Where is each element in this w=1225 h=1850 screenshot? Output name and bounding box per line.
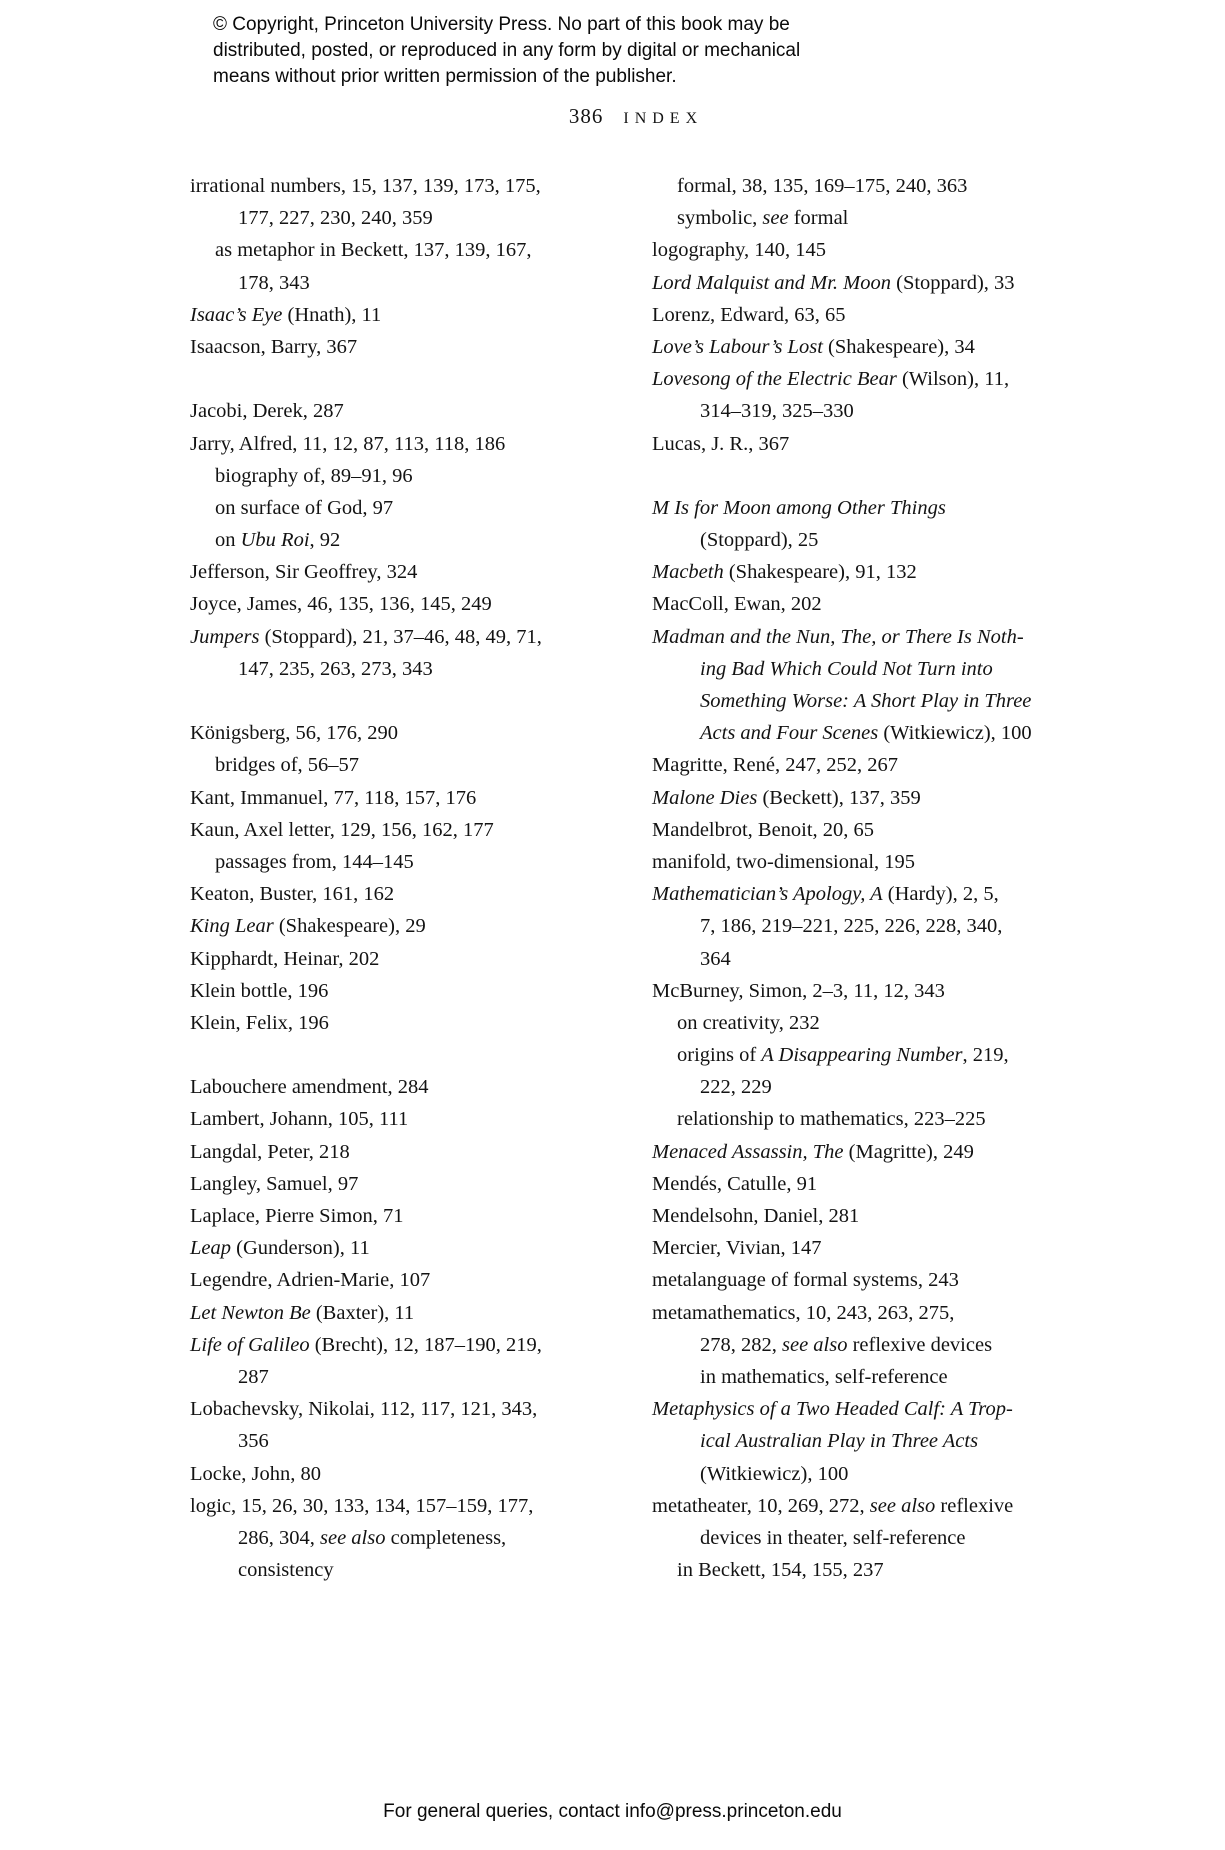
index-line: 364 (700, 947, 731, 970)
index-line: origins of A Disappearing Number, 219, (677, 1044, 1009, 1067)
index-line: Lord Malquist and Mr. Moon (Stoppard), 33 (652, 271, 1015, 294)
copyright-notice (213, 12, 800, 90)
index-columns (190, 170, 1092, 1586)
index-line: Königsberg, 56, 176, 290 (190, 722, 399, 745)
index-line: 286, 304, see also completeness, (238, 1526, 507, 1549)
index-line: irrational numbers, 15, 137, 139, 173, 175, (190, 175, 541, 197)
index-line: (Stoppard), 25 (700, 529, 819, 552)
index-line: logography, 140, 145 (652, 239, 827, 262)
index-line: 177, 227, 230, 240, 359 (238, 207, 433, 230)
index-line: consistency (238, 1559, 334, 1582)
index-line: Lovesong of the Electric Bear (Wilson), 11, (652, 368, 1010, 391)
index-line: Mendelsohn, Daniel, 281 (652, 1205, 860, 1227)
index-line: Love’s Labour’s Lost (Shakespeare), 34 (652, 335, 975, 358)
index-line: on surface of God, 97 (215, 496, 394, 519)
index-line: 178, 343 (238, 271, 310, 294)
index-line: Mendés, Catulle, 91 (652, 1172, 818, 1195)
index-line: ing Bad Which Could Not Turn into (700, 657, 993, 680)
index-line: Keaton, Buster, 161, 162 (190, 883, 395, 906)
index-line: Leap (Gunderson), 11 (190, 1237, 370, 1260)
index-line: Mercier, Vivian, 147 (652, 1237, 822, 1260)
index-line: Locke, John, 80 (190, 1462, 321, 1485)
index-line: devices in theater, self-reference (700, 1526, 966, 1549)
index-line: relationship to mathematics, 223–225 (677, 1108, 986, 1131)
copyright-line: means without prior written permission of the publisher. (213, 66, 677, 87)
index-line: passages from, 144–145 (215, 850, 414, 873)
index-line: in Beckett, 154, 155, 237 (677, 1559, 884, 1582)
index-line: (Witkiewicz), 100 (700, 1462, 849, 1485)
index-blank-line (190, 685, 612, 717)
index-column-right (652, 170, 1092, 1586)
index-line: Madman and the Nun, The, or There Is Noth- (652, 625, 1024, 648)
copyright-line: distributed, posted, or reproduced in any form by digital or mechanical (213, 40, 801, 61)
index-line: Lobachevsky, Nikolai, 112, 117, 121, 343, (190, 1398, 538, 1421)
index-line: Macbeth (Shakespeare), 91, 132 (652, 561, 917, 584)
index-line: Life of Galileo (Brecht), 12, 187–190, 219, (190, 1333, 542, 1356)
footer-contact: For general queries, contact info@press.princeton.edu (383, 1801, 842, 1822)
index-line: Magritte, René, 247, 252, 267 (652, 754, 898, 777)
index-line: on Ubu Roi, 92 (215, 529, 341, 552)
index-line: Langley, Samuel, 97 (190, 1172, 359, 1195)
index-line: biography of, 89–91, 96 (215, 464, 413, 487)
index-line: symbolic, see formal (677, 207, 849, 230)
index-line: formal, 38, 135, 169–175, 240, 363 (677, 175, 968, 197)
index-line: Jumpers (Stoppard), 21, 37–46, 48, 49, 71, (190, 625, 542, 648)
copyright-line: © Copyright, Princeton University Press. No part of this book may be (213, 14, 790, 35)
index-line: Mathematician’s Apology, A (Hardy), 2, 5, (652, 883, 999, 906)
index-line: 222, 229 (700, 1076, 772, 1099)
index-line: McBurney, Simon, 2–3, 11, 12, 343 (652, 979, 945, 1002)
running-head (190, 104, 1082, 129)
index-line: Jacobi, Derek, 287 (190, 400, 344, 423)
index-line: Jarry, Alfred, 11, 12, 87, 113, 118, 186 (190, 432, 506, 455)
index-line: Laplace, Pierre Simon, 71 (190, 1205, 404, 1227)
index-line: metalanguage of formal systems, 243 (652, 1269, 959, 1292)
index-line: Acts and Four Scenes (Witkiewicz), 100 (700, 722, 1032, 745)
index-line: Lucas, J. R., 367 (652, 432, 790, 455)
index-blank-line (190, 1039, 612, 1071)
section-title: INDEX (623, 110, 704, 127)
index-blank-line (190, 363, 612, 395)
index-line: Jefferson, Sir Geoffrey, 324 (190, 561, 418, 584)
index-line: Labouchere amendment, 284 (190, 1076, 429, 1099)
index-line: Kipphardt, Heinar, 202 (190, 947, 380, 970)
index-line: Metaphysics of a Two Headed Calf: A Trop- (652, 1398, 1013, 1421)
index-line: Isaac’s Eye (Hnath), 11 (190, 303, 382, 326)
index-line: as metaphor in Beckett, 137, 139, 167, (215, 239, 532, 262)
index-line: 356 (238, 1430, 269, 1453)
index-line: Klein, Felix, 196 (190, 1011, 329, 1034)
index-column-left (190, 170, 612, 1586)
index-line: 7, 186, 219–221, 225, 226, 228, 340, (700, 915, 1003, 938)
index-line: Kant, Immanuel, 77, 118, 157, 176 (190, 786, 477, 809)
index-line: 147, 235, 263, 273, 343 (238, 657, 433, 680)
page-number: 386 (568, 104, 604, 128)
index-line: Mandelbrot, Benoit, 20, 65 (652, 818, 875, 841)
index-line: Let Newton Be (Baxter), 11 (190, 1301, 415, 1324)
index-line: Lambert, Johann, 105, 111 (190, 1108, 409, 1131)
index-line: Malone Dies (Beckett), 137, 359 (652, 786, 921, 809)
index-line: 314–319, 325–330 (700, 400, 854, 423)
index-line: Menaced Assassin, The (Magritte), 249 (652, 1140, 974, 1163)
index-line: Langdal, Peter, 218 (190, 1140, 350, 1163)
index-line: in mathematics, self-reference (700, 1365, 948, 1388)
index-blank-line (652, 460, 1092, 492)
index-line: manifold, two-dimensional, 195 (652, 850, 916, 873)
index-line: Kaun, Axel letter, 129, 156, 162, 177 (190, 818, 494, 841)
index-line: 287 (238, 1365, 269, 1388)
index-line: M Is for Moon among Other Things (652, 496, 946, 519)
index-line: Isaacson, Barry, 367 (190, 335, 358, 358)
index-line: Joyce, James, 46, 135, 136, 145, 249 (190, 593, 492, 616)
index-line: Legendre, Adrien-Marie, 107 (190, 1269, 431, 1292)
index-line: MacColl, Ewan, 202 (652, 593, 822, 616)
index-line: metatheater, 10, 269, 272, see also reflexive (652, 1494, 1014, 1517)
index-line: bridges of, 56–57 (215, 754, 360, 777)
index-line: metamathematics, 10, 243, 263, 275, (652, 1301, 955, 1324)
index-line: on creativity, 232 (677, 1011, 820, 1034)
index-line: King Lear (Shakespeare), 29 (190, 915, 426, 938)
index-line: 278, 282, see also reflexive devices (700, 1333, 993, 1356)
index-line: ical Australian Play in Three Acts (700, 1430, 979, 1453)
index-line: Something Worse: A Short Play in Three (700, 690, 1032, 712)
index-line: Lorenz, Edward, 63, 65 (652, 303, 846, 326)
index-line: Klein bottle, 196 (190, 979, 329, 1002)
index-line: logic, 15, 26, 30, 133, 134, 157–159, 177, (190, 1494, 534, 1517)
